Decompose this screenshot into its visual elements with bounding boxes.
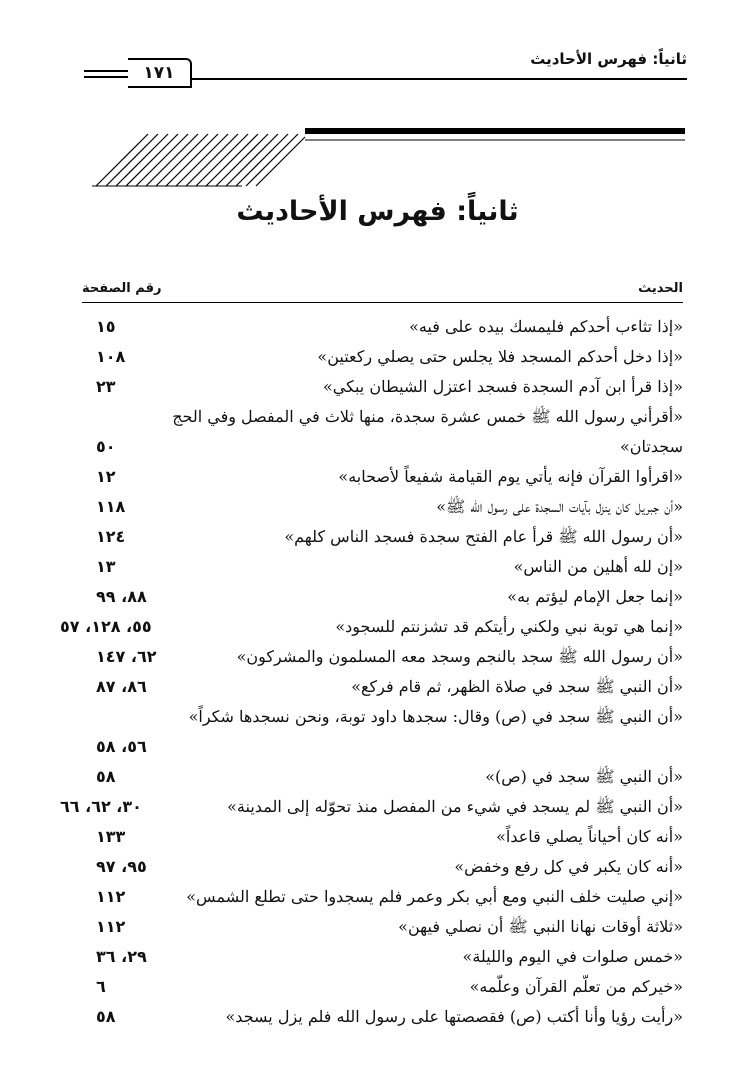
hadith-text: «أن النبي ﷺ لم يسجد في شيء من المفصل منذ تحوّله إلى المدينة» — [227, 797, 683, 816]
hadith-text: «إذا دخل أحدكم المسجد فلا يجلس حتى يصلي ركعتين» — [317, 347, 683, 366]
page-refs: ١٠٨ — [96, 347, 126, 366]
hadith-text: «اقرأوا القرآن فإنه يأتي يوم القيامة شفيعاً لأصحابه» — [338, 467, 683, 486]
page-refs: ١٣ — [96, 557, 116, 576]
column-head-hadith: الحديث — [638, 281, 683, 296]
page-refs: ١١٢ — [96, 917, 126, 936]
list-item — [0, 970, 755, 1000]
page-refs: ٨٦، ٨٧ — [96, 677, 147, 696]
column-head-rule — [82, 302, 683, 303]
list-item — [0, 880, 755, 910]
list-item — [0, 610, 755, 640]
page-refs: ٢٣ — [96, 377, 116, 396]
list-item — [0, 310, 755, 340]
list-item — [0, 790, 755, 820]
page-number: ١٧١ — [128, 58, 192, 88]
page-refs: ١٥ — [96, 317, 116, 336]
page-refs: ١١٨ — [96, 497, 126, 516]
hadith-text: «أنه كان يكبر في كل رفع وخفض» — [454, 857, 683, 876]
page-refs: ٥٦، ٥٨ — [96, 737, 147, 756]
list-item — [0, 580, 755, 610]
list-item — [0, 1000, 755, 1030]
hadith-text: «ثلاثة أوقات نهانا النبي ﷺ أن نصلي فيهن» — [398, 917, 683, 936]
hadith-text: «إني صليت خلف النبي ومع أبي بكر وعمر فلم يسجدوا حتى تطلع الشمس» — [186, 887, 683, 906]
header-rule — [191, 78, 687, 80]
hadith-text: «أن النبي ﷺ سجد في (ص) وقال: سجدها داود توبة، ونحن نسجدها شكراً» — [188, 707, 683, 726]
hadith-text: «أن رسول الله ﷺ قرأ عام الفتح سجدة فسجد الناس كلهم» — [284, 527, 683, 546]
page-refs: ١٢٤ — [96, 527, 126, 546]
section-banner-ornament — [92, 128, 685, 188]
list-item — [0, 820, 755, 850]
hadith-text: «أن النبي ﷺ سجد في (ص)» — [485, 767, 683, 786]
list-item — [0, 490, 755, 520]
hadith-text: «أن النبي ﷺ سجد في صلاة الظهر، ثم قام فركع» — [351, 677, 683, 696]
column-head-page-number: رقم الصفحة — [82, 281, 162, 296]
list-item — [0, 700, 755, 760]
page-refs: ٥٨ — [96, 1007, 116, 1026]
page-refs: ١٢ — [96, 467, 116, 486]
page-refs: ٥٠ — [96, 437, 116, 456]
hadith-text: «أن رسول الله ﷺ سجد بالنجم وسجد معه المسلمون والمشركون» — [236, 647, 683, 666]
list-item — [0, 940, 755, 970]
list-item — [0, 460, 755, 490]
list-item — [0, 400, 755, 460]
page-refs: ٩٥، ٩٧ — [96, 857, 147, 876]
list-item — [0, 670, 755, 700]
page-refs: ١٣٣ — [96, 827, 126, 846]
list-item — [0, 910, 755, 940]
page-refs: ٦ — [96, 977, 106, 996]
hadith-text: «إنما هي توبة نبي ولكني رأيتكم قد تشزنتم للسجود» — [335, 617, 683, 636]
page-refs: ٥٨ — [96, 767, 116, 786]
hadith-text: «إذا تثاءب أحدكم فليمسك بيده على فيه» — [409, 317, 683, 336]
hadith-text: «أنه كان أحياناً يصلي قاعداً» — [496, 827, 683, 846]
list-item — [0, 370, 755, 400]
section-title: ثانياً: فهرس الأحاديث — [236, 196, 519, 227]
page-refs: ٨٨، ٩٩ — [96, 587, 147, 606]
list-item — [0, 850, 755, 880]
hadith-text: «إنما جعل الإمام ليؤتم به» — [507, 587, 683, 606]
hadith-text: «أن جبريل كان ينزل بآيات السجدة على رسول الله ﷺ» — [436, 497, 683, 516]
page-refs: ٢٩، ٣٦ — [96, 947, 147, 966]
list-item — [0, 640, 755, 670]
hadith-text: «أقرأني رسول الله ﷺ خمس عشرة سجدة، منها ثلاث في المفصل وفي الحج سجدتان» — [172, 407, 683, 456]
page-number-ornament-icon — [84, 64, 128, 84]
hadith-text: «رأيت رؤيا وأنا أكتب (ص) فقصصتها على رسول الله فلم يزل يسجد» — [225, 1007, 683, 1026]
hadith-text: «إن لله أهلين من الناس» — [513, 557, 683, 576]
list-item — [0, 760, 755, 790]
page-refs: ٣٠، ٦٢، ٦٦ — [60, 797, 142, 816]
list-item — [0, 550, 755, 580]
hadith-index-list — [0, 310, 755, 1030]
running-title: ثانياً: فهرس الأحاديث — [530, 50, 687, 68]
page-refs: ١١٢ — [96, 887, 126, 906]
list-item — [0, 520, 755, 550]
list-item — [0, 340, 755, 370]
page-refs: ٥٥، ١٢٨، ٥٧ — [60, 617, 152, 636]
hadith-text: «خيركم من تعلّم القرآن وعلّمه» — [469, 977, 683, 996]
hadith-text: «إذا قرأ ابن آدم السجدة فسجد اعتزل الشيطان يبكي» — [322, 377, 683, 396]
page-refs: ٦٢، ١٤٧ — [96, 647, 157, 666]
hadith-text: «خمس صلوات في اليوم والليلة» — [462, 947, 683, 966]
